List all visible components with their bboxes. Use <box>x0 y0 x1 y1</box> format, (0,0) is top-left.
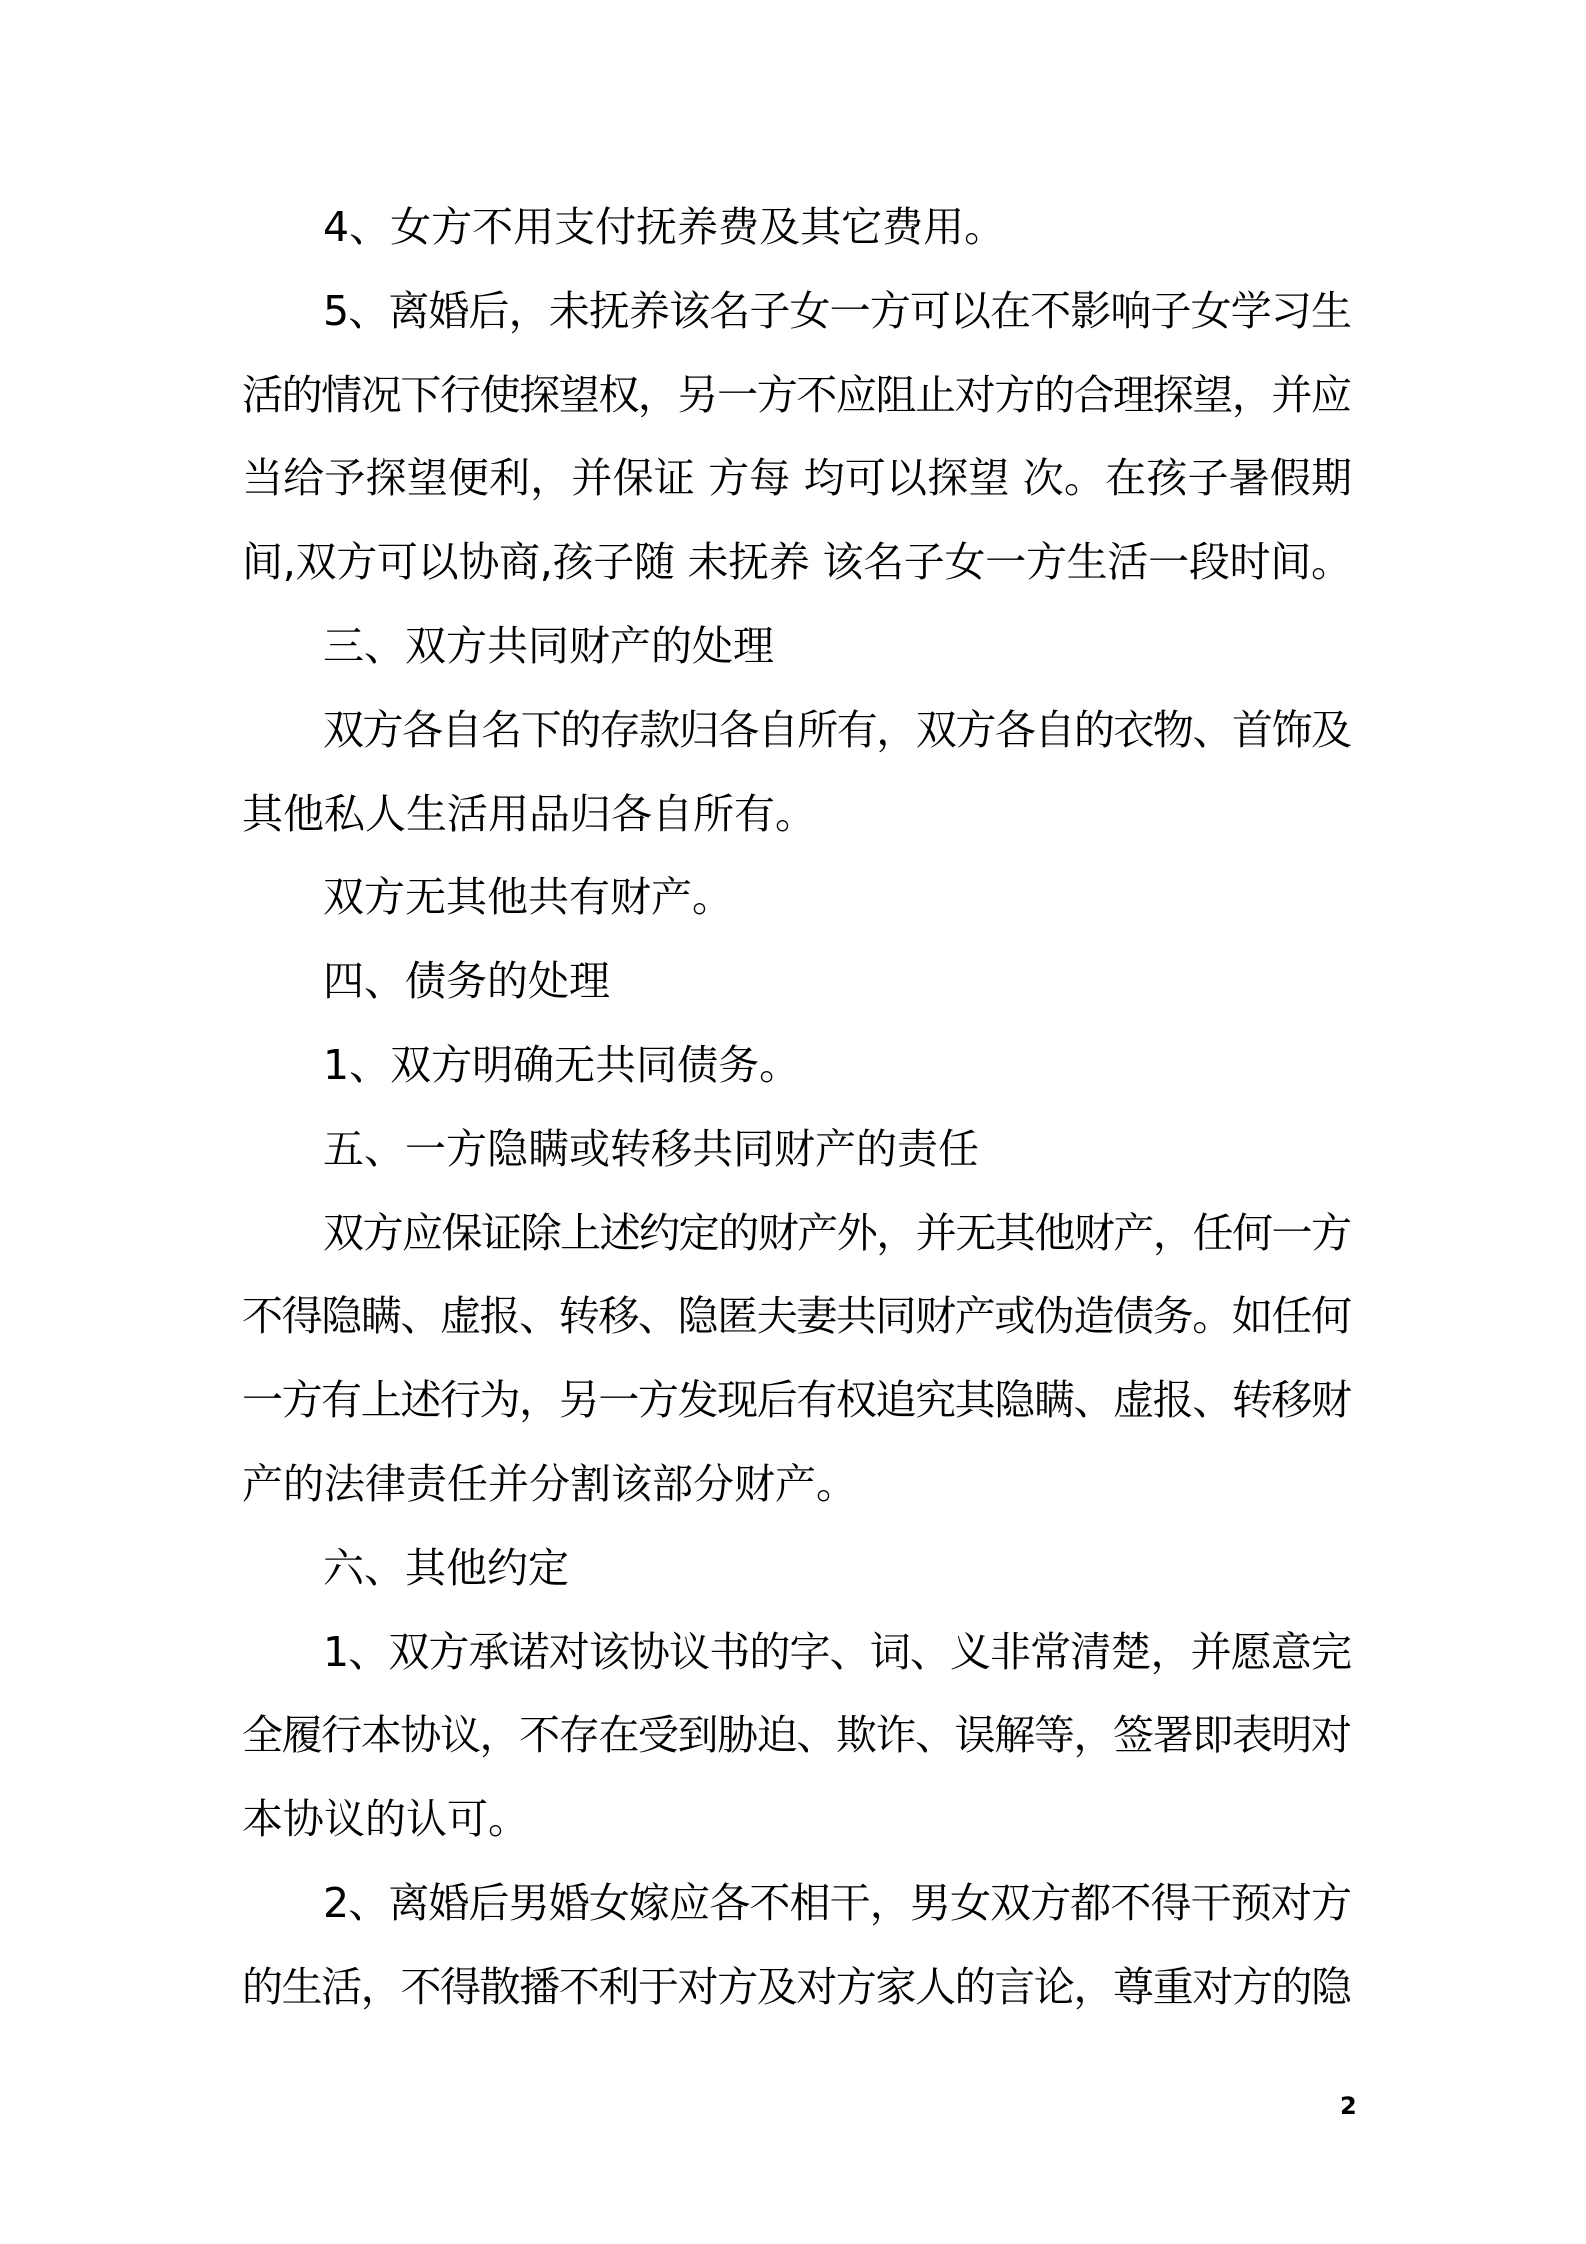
text-line <box>242 437 1352 521</box>
text-line <box>242 1024 1352 1108</box>
text-line <box>242 1778 1352 1862</box>
line-text: 一方有上述行为，另一方发现后有权追究其隐瞒、虚报、转移财 <box>242 1376 1351 1425</box>
section-heading <box>242 1527 1352 1611</box>
text-line <box>242 856 1352 940</box>
section-heading <box>242 605 1352 689</box>
text-line <box>242 354 1352 438</box>
paragraph <box>242 856 1352 940</box>
document-body <box>242 186 1352 2030</box>
line-text: 双方各自名下的存款归各自所有，双方各自的衣物、首饰及 <box>323 705 1351 754</box>
line-text: 的生活，不得散播不利于对方及对方家人的言论，尊重对方的隐 <box>242 1962 1351 2011</box>
line-text: 三、双方共同财产的处理 <box>323 621 774 670</box>
list-item <box>242 270 1352 605</box>
text-line <box>242 1527 1352 1611</box>
text-line <box>242 521 1352 605</box>
text-line <box>242 1275 1352 1359</box>
section-heading <box>242 940 1352 1024</box>
text-line <box>242 1946 1352 2030</box>
line-text: 产的法律责任并分割该部分财产。 <box>242 1459 857 1508</box>
paragraph <box>242 689 1352 857</box>
line-text: 1、双方明确无共同债务。 <box>323 1040 801 1089</box>
text-line <box>242 1108 1352 1192</box>
line-text: 五、一方隐瞒或转移共同财产的责任 <box>323 1124 979 1173</box>
list-item <box>242 186 1352 270</box>
page-number: 2 <box>1340 2092 1357 2120</box>
line-text: 全履行本协议，不存在受到胁迫、欺诈、误解等，签署即表明对 <box>242 1711 1351 1760</box>
line-text: 当给予探望便利，并保证 方每 均可以探望 次。在孩子暑假期 <box>242 454 1353 503</box>
text-line <box>242 1359 1352 1443</box>
line-text: 活的情况下行使探望权，另一方不应阻止对方的合理探望，并应 <box>242 370 1351 419</box>
line-text: 1、双方承诺对该协议书的字、词、义非常清楚，并愿意完 <box>323 1627 1352 1676</box>
text-line <box>242 773 1352 857</box>
line-text: 双方无其他共有财产。 <box>323 873 733 922</box>
paragraph <box>242 1192 1352 1527</box>
text-line <box>242 940 1352 1024</box>
text-line <box>242 1862 1352 1946</box>
section-heading <box>242 1108 1352 1192</box>
text-line <box>242 1611 1352 1695</box>
list-item <box>242 1862 1352 2030</box>
text-line <box>242 689 1352 773</box>
text-line <box>242 270 1352 354</box>
line-text: 间,双方可以协商,孩子随 未抚养 该名子女一方生活一段时间。 <box>242 538 1352 587</box>
list-item <box>242 1611 1352 1862</box>
line-text: 双方应保证除上述约定的财产外，并无其他财产，任何一方 <box>323 1208 1351 1257</box>
line-text: 4、女方不用支付抚养费及其它费用。 <box>323 203 1006 251</box>
line-text: 不得隐瞒、虚报、转移、隐匿夫妻共同财产或伪造债务。如任何 <box>242 1292 1351 1341</box>
line-text: 四、债务的处理 <box>323 957 610 1006</box>
line-text: 本协议的认可。 <box>242 1795 529 1844</box>
text-line <box>242 605 1352 689</box>
text-line <box>242 1443 1352 1527</box>
text-line <box>242 186 1352 270</box>
line-text: 5、离婚后，未抚养该名子女一方可以在不影响子女学习生 <box>323 286 1352 335</box>
line-text: 其他私人生活用品归各自所有。 <box>242 789 816 838</box>
text-line <box>242 1694 1352 1778</box>
list-item <box>242 1024 1352 1108</box>
line-text: 六、其他约定 <box>323 1543 569 1592</box>
text-line <box>242 1192 1352 1276</box>
line-text: 2、离婚后男婚女嫁应各不相干，男女双方都不得干预对方 <box>323 1878 1352 1927</box>
